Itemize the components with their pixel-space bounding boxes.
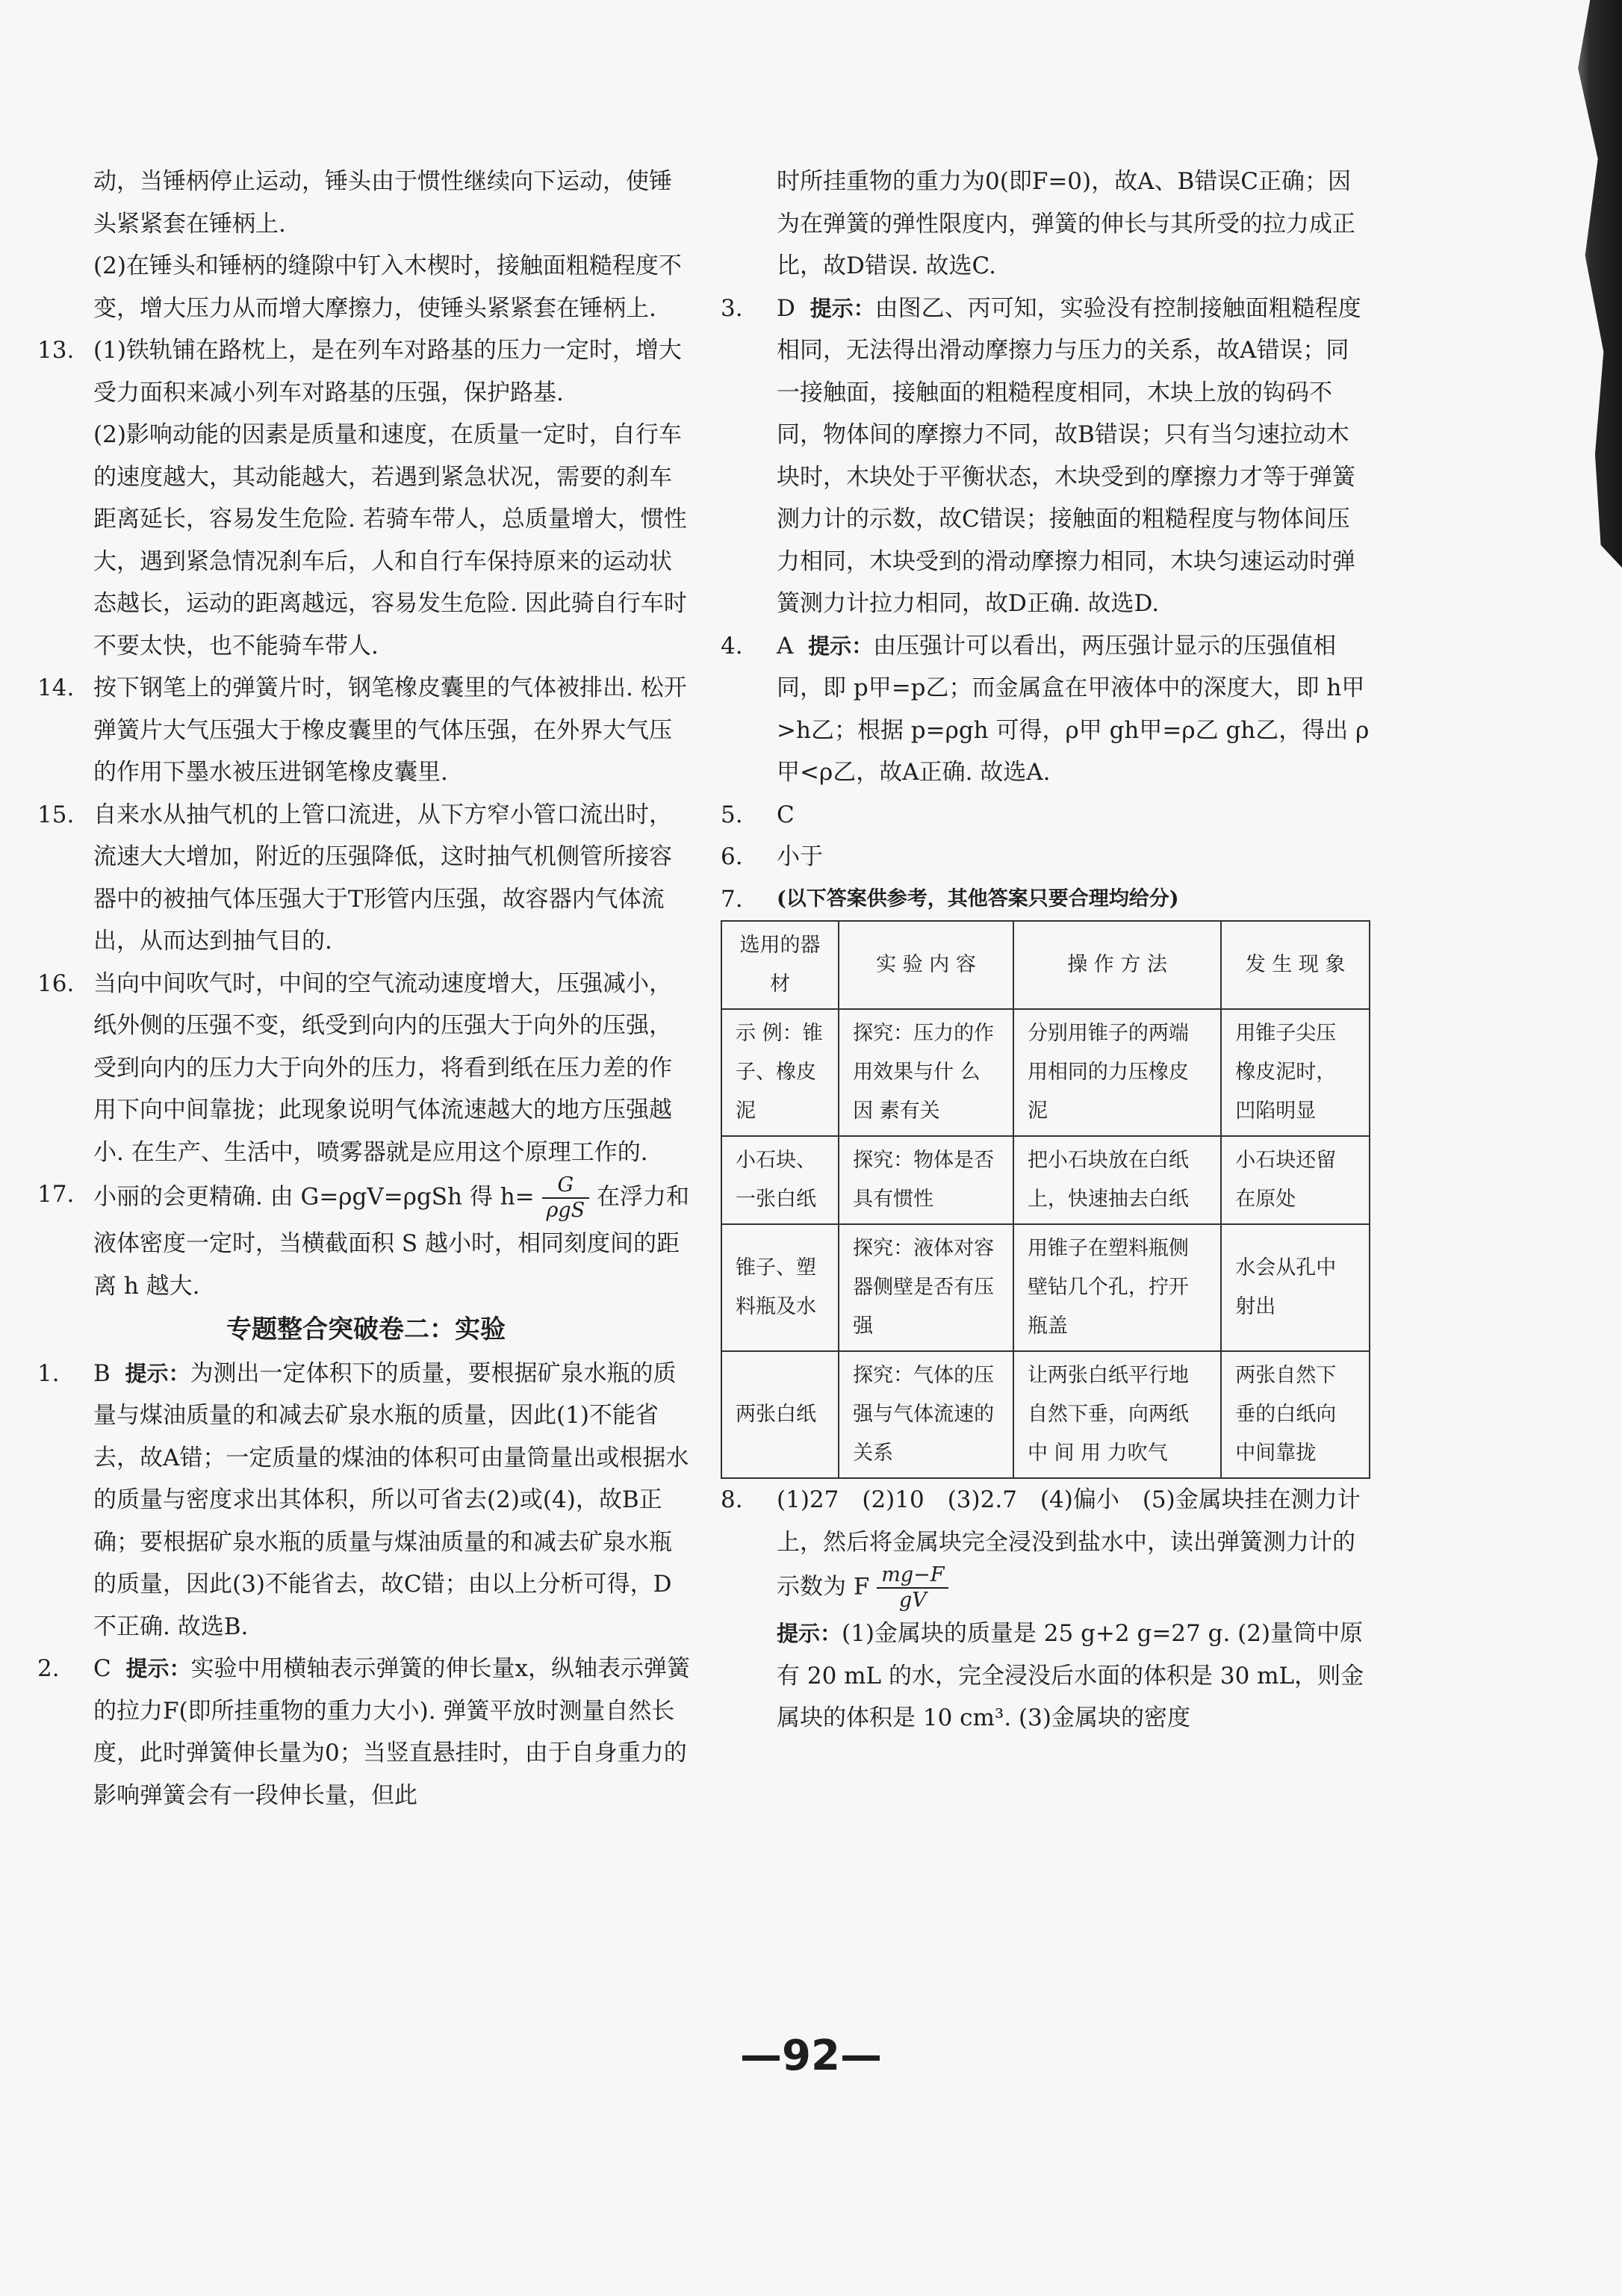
answer-13 — [37, 329, 695, 667]
fraction — [542, 1173, 590, 1223]
right-column — [721, 161, 1370, 1740]
table-cell: 分别用锥子的两端用相同的力压橡皮泥 — [1013, 1009, 1221, 1136]
item-number: 15. — [37, 801, 75, 828]
answer-note: (以下答案供参考，其他答案只要合理均给分) — [777, 887, 1179, 910]
section-title: 专题整合突破卷二：实验 — [226, 1315, 506, 1344]
answer-table — [721, 920, 1370, 1479]
item-number: 7. — [721, 885, 743, 913]
item-number: 17. — [37, 1181, 75, 1208]
answer-exp-7 — [721, 878, 1370, 921]
formula-text: 小丽的会更精确. 由 G=ρgV=ρgSh 得 h= — [93, 1183, 535, 1211]
table-cell: 探究：液体对容器侧壁是否有压强 — [839, 1224, 1013, 1351]
answer-exp-8 — [721, 1479, 1370, 1613]
answer-letter: D — [777, 294, 795, 322]
answer-values: (1)27 (2)10 (3)2.7 (4)偏小 (5)金属块挂在测力计上，然后将金属块完全浸没到盐水中，读出弹簧测力计的示数为 F — [777, 1486, 1361, 1601]
page-edge-shadow — [1551, 0, 1622, 568]
table-cell: 两张自然下垂的白纸向中间靠拢 — [1221, 1351, 1370, 1478]
hint-text: 由图乙、丙可知，实验没有控制接触面粗糙程度相同，无法得出滑动摩擦力与压力的关系，故A错误；同一接触面，接触面的粗糙程度相同，木块上放的钩码不同，物体间的摩擦力不同，故B错误；只有当匀速拉动木块时，木块处于平衡状态，木块受到的摩擦力才等于弹簧测力计的示数，故C错误；接触面的粗糙程度与物体间压力相同，木块受到的滑动摩擦力相同，木块匀速运动时弹簧测力计拉力相同，故D正确. 故选D. — [777, 294, 1361, 617]
table-cell: 用锥子尖压橡皮泥时，凹陷明显 — [1221, 1009, 1370, 1136]
hint-label: 提示： — [810, 295, 875, 321]
item-number: 4. — [721, 632, 743, 660]
denominator: ρgS — [542, 1197, 590, 1223]
item-number: 3. — [721, 294, 743, 322]
answer-text: (1)铁轨铺在路枕上，是在列车对路基的压力一定时，增大受力面积来减小列车对路基的压强，保护路基. — [93, 337, 682, 406]
item-number: 13. — [37, 337, 75, 364]
table-row — [721, 1009, 1370, 1136]
answer-14 — [37, 667, 695, 794]
answer-text — [777, 1479, 1370, 1613]
hint-text: 为测出一定体积下的质量，要根据矿泉水瓶的质量与煤油质量的和减去矿泉水瓶的质量，因此(1)不能省去，故A错；一定质量的煤油的体积可由量筒量出或根据水的质量与密度求出其体积，所以可省去(2)或(4)，故B正确；要根据矿泉水瓶的质量与煤油质量的和减去矿泉水瓶的质量，因此(3)不能省去，故C错；由以上分析可得，D不正确. 故选B. — [93, 1359, 689, 1640]
answer-text: 按下钢笔上的弹簧片时，钢笔橡皮囊里的气体被排出. 松开弹簧片大气压强大于橡皮囊里的气体压强，在外界大气压的作用下墨水被压进钢笔橡皮囊里. — [93, 674, 687, 786]
table-cell: 小石块、一张白纸 — [721, 1136, 839, 1224]
hint-label: 提示： — [125, 1360, 190, 1386]
table-header: 实 验 内 容 — [839, 921, 1013, 1009]
answer-text: 小于 — [777, 843, 823, 870]
item-number: 5. — [721, 801, 743, 828]
hint-label: 提示： — [808, 633, 874, 659]
answer-text: 自来水从抽气机的上管口流进，从下方窄小管口流出时，流速大大增加，附近的压强降低，这时抽气机侧管所接容器中的被抽气体压强大于T形管内压强，故容器内气体流出，从而达到抽气目的. — [93, 801, 672, 955]
hint-text: 由压强计可以看出，两压强计显示的压强值相同，即 p甲=p乙；而金属盒在甲液体中的深度大，即 h甲>h乙；根据 p=ρgh 可得，ρ甲 gh甲=ρ乙 gh乙，得出 ρ甲<ρ乙，故A正确. 故选A. — [777, 632, 1370, 786]
hint-text: (1)金属块的质量是 25 g+2 g=27 g. (2)量筒中原有 20 mL 的水，完全浸没后水面的体积是 30 mL，则金属块的体积是 10 cm³. (3)金属块的密度 — [777, 1620, 1364, 1731]
answer-exp-3 — [721, 288, 1370, 625]
continued-paragraph: 动，当锤柄停止运动，锤头由于惯性继续向下运动，使锤头紧紧套在锤柄上. — [93, 168, 672, 238]
answer-letter: B — [93, 1359, 111, 1387]
table-cell: 探究：压力的作用效果与什 么 因 素有关 — [839, 1009, 1013, 1136]
answer-text: (2)影响动能的因素是质量和速度，在质量一定时，自行车的速度越大，其动能越大，若遇到紧急状况，需要的刹车距离延长，容易发生危险. 若骑车带人，总质量增大，惯性大，遇到紧急情况刹车后，人和自行车保持原来的运动状态越长，运动的距离越远，容易发生危险. 因此骑自行车时不要太快，也不能骑车带人. — [93, 421, 687, 660]
answer-paragraph: (2)在锤头和锤柄的缝隙中钉入木楔时，接触面粗糙程度不变，增大压力从而增大摩擦力，使锤头紧紧套在锤柄上. — [93, 252, 682, 322]
page-number: —92— — [740, 2032, 882, 2080]
table-row — [721, 1224, 1370, 1351]
table-cell: 探究：气体的压强与气体流速的关系 — [839, 1351, 1013, 1478]
answer-text — [777, 288, 1370, 625]
formula-text: 在浮力和液体密度一定时，当横截面积 S 越小时，相同刻度间的距离 h 越大. — [93, 1183, 690, 1300]
answer-text: C — [777, 801, 795, 828]
table-cell: 用锥子在塑料瓶侧壁钻几个孔，拧开瓶盖 — [1013, 1224, 1221, 1351]
answer-17 — [37, 1173, 695, 1307]
table-cell: 小石块还留在原处 — [1221, 1136, 1370, 1224]
answer-exp-1 — [37, 1353, 695, 1648]
continued-paragraph: 时所挂重物的重力为0(即F=0)，故A、B错误C正确；因为在弹簧的弹性限度内，弹簧的伸长与其所受的拉力成正比，故D错误. 故选C. — [777, 168, 1355, 279]
hint-paragraph — [721, 1613, 1370, 1740]
table-cell: 示 例：锥子、橡皮泥 — [721, 1009, 839, 1136]
hint-text: 实验中用横轴表示弹簧的伸长量x，纵轴表示弹簧的拉力F(即所挂重物的重力大小). 弹簧平放时测量自然长度，此时弹簧伸长量为0；当竖直悬挂时，由于自身重力的影响弹簧会有一段伸长量，但此 — [93, 1655, 690, 1809]
answer-text — [777, 625, 1370, 794]
answer-16 — [37, 963, 695, 1174]
answer-letter: C — [93, 1655, 111, 1682]
answer-15 — [37, 794, 695, 963]
table-header: 发 生 现 象 — [1221, 921, 1370, 1009]
table-cell: 锥子、塑料瓶及水 — [721, 1224, 839, 1351]
answer-text — [93, 1353, 695, 1648]
table-header: 操 作 方 法 — [1013, 921, 1221, 1009]
table-cell: 两张白纸 — [721, 1351, 839, 1478]
answer-exp-4 — [721, 625, 1370, 794]
denominator: gV — [877, 1587, 948, 1613]
left-column — [37, 161, 695, 1816]
fraction — [877, 1563, 948, 1613]
table-cell: 探究：物体是否具有惯性 — [839, 1136, 1013, 1224]
table-cell: 让两张白纸平行地自然下垂，向两纸中 间 用 力吹气 — [1013, 1351, 1221, 1478]
answer-letter: A — [777, 632, 794, 660]
numerator: G — [557, 1173, 574, 1197]
item-number: 2. — [37, 1655, 60, 1682]
item-number: 1. — [37, 1359, 60, 1387]
answer-exp-2 — [37, 1648, 695, 1816]
answer-text — [93, 1173, 695, 1307]
table-header: 选用的器材 — [721, 921, 839, 1009]
item-number: 8. — [721, 1486, 743, 1513]
answer-text — [93, 1648, 695, 1816]
hint-label: 提示： — [125, 1656, 191, 1681]
hint-label: 提示： — [777, 1621, 842, 1646]
table-row — [721, 1351, 1370, 1478]
table-cell: 把小石块放在白纸上，快速抽去白纸 — [1013, 1136, 1221, 1224]
answer-exp-6 — [721, 836, 1370, 878]
item-number: 16. — [37, 969, 75, 997]
item-number: 6. — [721, 843, 743, 870]
table-cell: 水会从孔中射出 — [1221, 1224, 1370, 1351]
answer-text: 当向中间吹气时，中间的空气流动速度增大，压强减小，纸外侧的压强不变，纸受到向内的压强大于向外的压强，受到向内的压力大于向外的压力，将看到纸在压力差的作用下向中间靠拢；此现象说明气体流速越大的地方压强越小. 在生产、生活中，喷雾器就是应用这个原理工作的. — [93, 969, 672, 1166]
table-row — [721, 1136, 1370, 1224]
item-number: 14. — [37, 674, 75, 701]
answer-exp-5 — [721, 794, 1370, 837]
numerator: mg−F — [881, 1563, 945, 1586]
table-header-row — [721, 921, 1370, 1009]
